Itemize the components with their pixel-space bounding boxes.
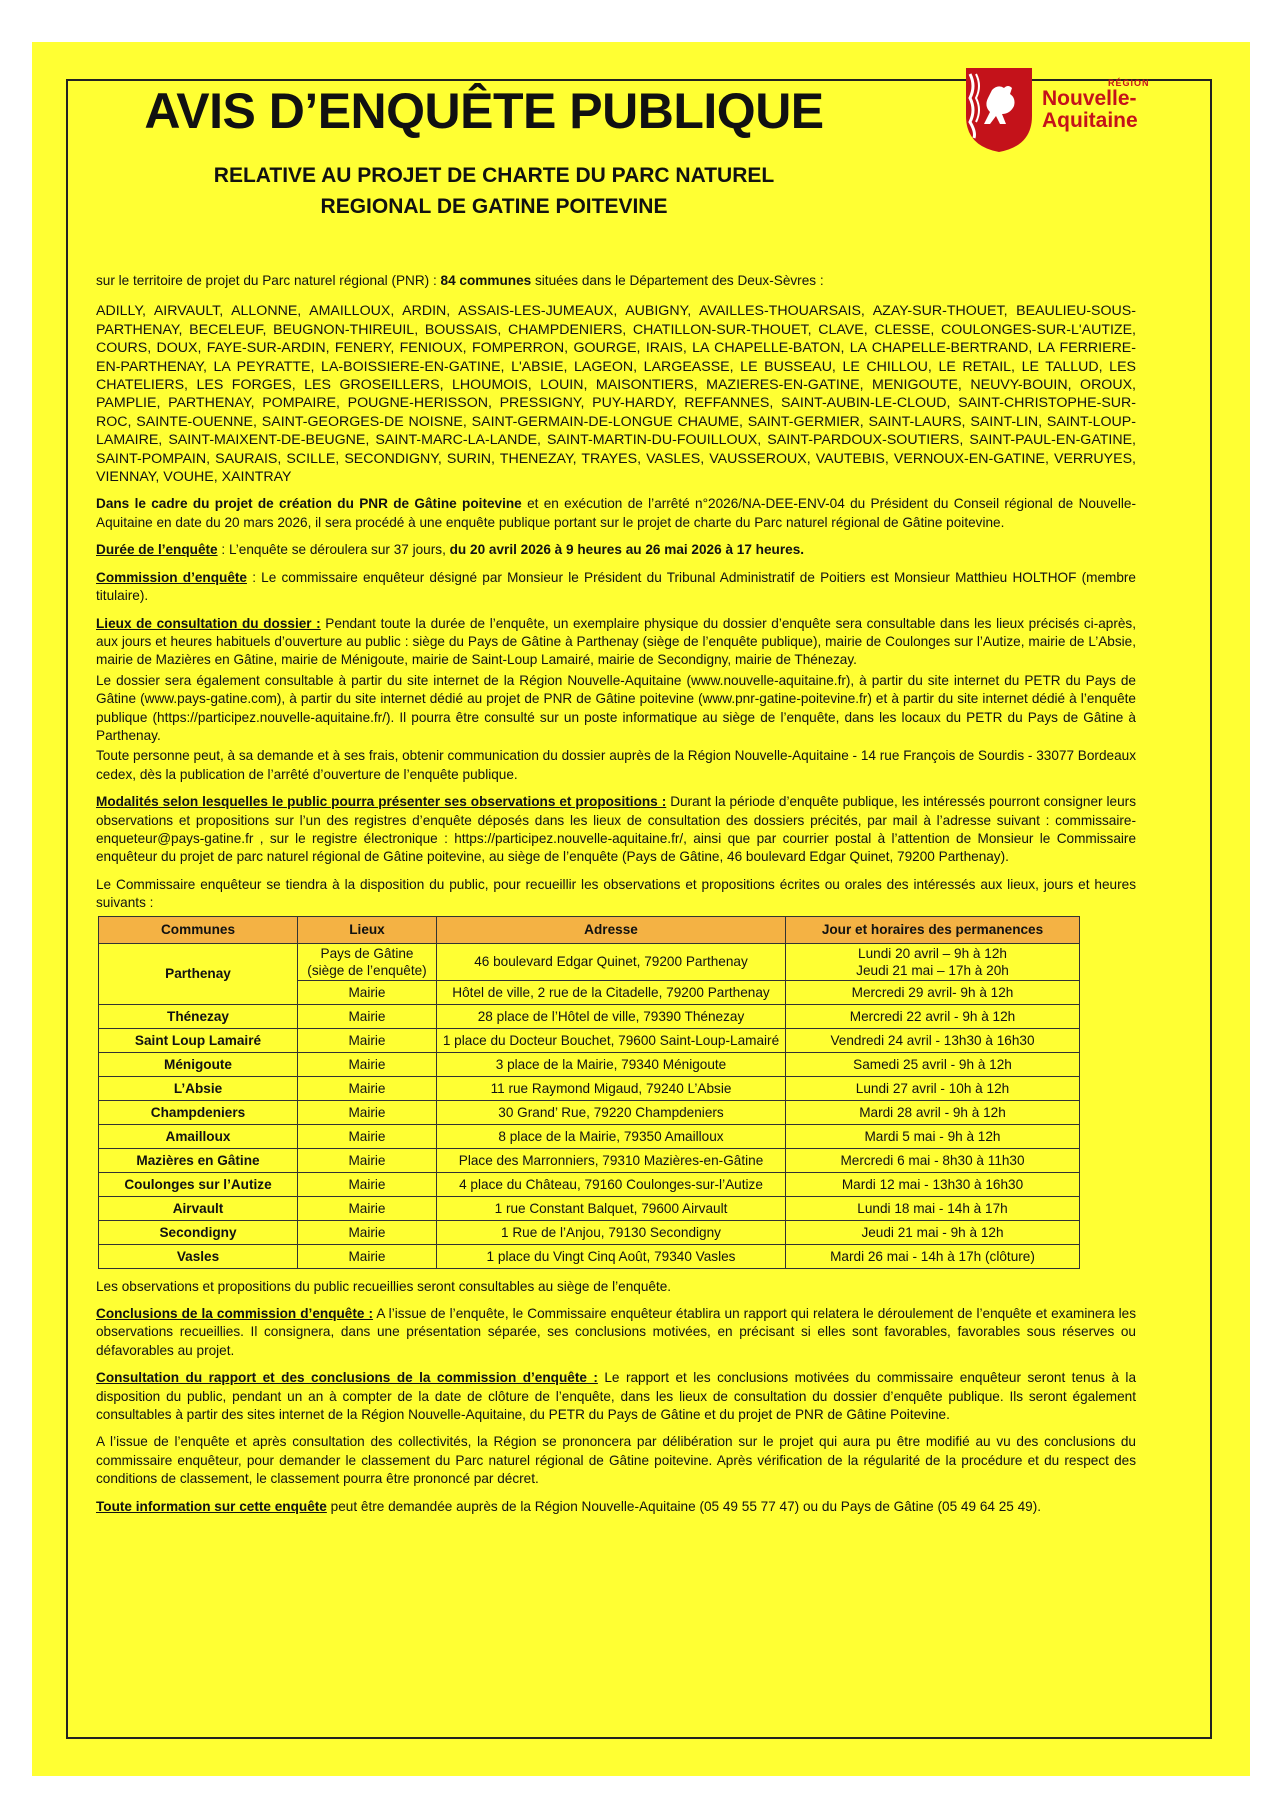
lieux-web-paragraph: Le dossier sera également consultable à partir du site internet de la Région Nouvelle-Aquitaine (www.nouvelle-aquitaine.fr), à partir du site internet du PETR du Pays de Gâtine (www.pays-gatine.com), à partir du site internet dédié au projet de PNR de Gâtine poitevine (www.pnr-gatine-poitevine.fr) et à partir du site internet dédié à l’enquête publique (https://participez.nouvelle-aquitaine.fr/). Il pourra être consulté sur un poste informatique au siège de l’enquête, dans les locaux du PETR du Pays de Gâtine à Parthenay. xyxy=(96,672,1136,743)
horaire-cell: Lundi 18 mai - 14h à 17h xyxy=(786,1196,1080,1220)
lieu-cell: Mairie xyxy=(298,1076,437,1100)
horaire-cell: Mardi 28 avril - 9h à 12h xyxy=(786,1100,1080,1124)
adresse-cell: 28 place de l’Hôtel de ville, 79390 Thénezay xyxy=(437,1004,786,1028)
region-logo xyxy=(964,66,1174,166)
subtitle-line-2: REGIONAL DE GATINE POITEVINE xyxy=(320,195,668,218)
lieu-cell: Mairie xyxy=(298,1148,437,1172)
cadre-paragraph xyxy=(96,495,1136,532)
lieu-cell: Mairie xyxy=(298,1172,437,1196)
lion-shield-icon xyxy=(964,66,1034,154)
adresse-cell: 1 place du Docteur Bouchet, 79600 Saint-Loup-Lamairé xyxy=(437,1028,786,1052)
commune-cell: Airvault xyxy=(99,1196,298,1220)
after-table-paragraph: Les observations et propositions du public recueillies seront consultables au siège de l’enquête. xyxy=(96,1278,672,1294)
cadre-text: et en exécution de l’arrêté n°2026/NA-DEE-ENV-04 du Président du Conseil régional de Nouvelle-Aquitaine en date du 20 mars 2026, il sera procédé à une enquête publique portant sur le projet de charte du Parc naturel régional de Gâtine poitevine. xyxy=(96,496,1136,530)
adresse-cell: 11 rue Raymond Migaud, 79240 L’Absie xyxy=(437,1076,786,1100)
col-communes: Communes xyxy=(99,916,298,943)
commune-cell: Ménigoute xyxy=(99,1052,298,1076)
conclusions-label: Conclusions de la commission d’enquête : xyxy=(96,1306,374,1321)
adresse-cell: 1 Rue de l’Anjou, 79130 Secondigny xyxy=(437,1220,786,1244)
horaire-cell: Mercredi 6 mai - 8h30 à 11h30 xyxy=(786,1148,1080,1172)
commune-cell: Vasles xyxy=(99,1244,298,1268)
adresse-cell: 4 place du Château, 79160 Coulonges-sur-l’Autize xyxy=(437,1172,786,1196)
permanences-table xyxy=(98,916,1080,1269)
cadre-bold: Dans le cadre du projet de création du PNR de Gâtine poitevine xyxy=(96,496,522,512)
page-title: AVIS D’ENQUÊTE PUBLIQUE xyxy=(144,83,824,139)
info-label: Toute information sur cette enquête xyxy=(96,1498,327,1514)
modalites-paragraph xyxy=(96,793,1136,867)
conclusions-text: A l’issue de l’enquête, le Commissaire enquêteur établira un rapport qui relatera le déroulement de l’enquête et examinera les observations recueillies. Il consignera, dans une présentation séparée, ses conclusions motivées, en précisant si elles sont favorables, favorables sous réserves ou défavorables au projet. xyxy=(96,1306,1136,1358)
table-row xyxy=(99,1076,1080,1100)
consultation-label: Consultation du rapport et des conclusions de la commission d’enquête : xyxy=(96,1370,598,1386)
lieu-cell: Mairie xyxy=(298,1028,437,1052)
table-row xyxy=(99,1220,1080,1244)
table-row xyxy=(99,1004,1080,1028)
logo-name-line-2: Aquitaine xyxy=(1042,109,1138,132)
table-row xyxy=(99,1196,1080,1220)
table-header-row xyxy=(99,916,1080,943)
duree-paragraph xyxy=(96,541,1136,559)
duree-label: Durée de l’enquête xyxy=(96,542,218,558)
table-row xyxy=(99,1100,1080,1124)
logo-text xyxy=(1042,78,1150,132)
horaire-cell: Mardi 26 mai - 14h à 17h (clôture) xyxy=(786,1244,1080,1268)
commune-cell: Mazières en Gâtine xyxy=(99,1148,298,1172)
consultation-text: Le rapport et les conclusions motivées du commissaire enquêteur seront tenus à la disposition du public, pendant un an à compter de la date de clôture de l’enquête, dans les lieux de consultation du dossier d’enquête publique. Ils seront également consultables à partir des sites internet de la Région Nouvelle-Aquitaine, du PETR du Pays de Gâtine et du projet de PNR de Gâtine Poitevine. xyxy=(96,1370,1136,1423)
horaire-cell: Mercredi 22 avril - 9h à 12h xyxy=(786,1004,1080,1028)
lieu-cell: Mairie xyxy=(298,980,437,1004)
commission-text: : Le commissaire enquêteur désigné par Monsieur le Président du Tribunal Administratif de Poitiers est Monsieur Matthieu HOLTHOF (membre titulaire). xyxy=(96,569,1136,604)
communes-list: ADILLY, AIRVAULT, ALLONNE, AMAILLOUX, ARDIN, ASSAIS-LES-JUMEAUX, AUBIGNY, AVAILLES-THOUARSAIS, AZAY-SUR-THOUET, BEAULIEU-SOUS-PARTHENAY, BECELEUF, BEUGNON-THIREUIL, BOUSSAIS, CHAMPDENIERS, CHATILLON-SUR-THOUET, CLAVE, CLESSE, COULONGES-SUR-L'AUTIZE, COURS, DOUX, FAYE-SUR-ARDIN, FENERY, FENIOUX, FOMPERRON, GOURGE, IRAIS, LA CHAPELLE-BATON, LA CHAPELLE-BERTRAND, LA FERRIERE-EN-PARTHENAY, LA PEYRATTE, LA-BOISSIERE-EN-GATINE, L'ABSIE, LAGEON, LARGEASSE, LE BUSSEAU, LE CHILLOU, LE RETAIL, LE TALLUD, LES CHATELIERS, LES FORGES, LES GROSEILLERS, LHOUMOIS, LOUIN, MAISONTIERS, MAZIERES-EN-GATINE, MENIGOUTE, NEUVY-BOUIN, OROUX, PAMPLIE, PARTHENAY, POMPAIRE, POUGNE-HERISSON, PRESSIGNY, PUY-HARDY, REFFANNES, SAINT-AUBIN-LE-CLOUD, SAINT-CHRISTOPHE-SUR-ROC, SAINTE-OUENNE, SAINT-GEORGES-DE NOISNE, SAINT-GERMAIN-DE-LONGUE CHAUME, SAINT-GERMIER, SAINT-LAURS, SAINT-LIN, SAINT-LOUP-LAMAIRE, SAINT-MAIXENT-DE-BEUGNE, SAINT-MARC-LA-LANDE, SAINT-MARTIN-DU-FOUILLOUX, SAINT-PARDOUX-SOUTIERS, SAINT-PAUL-EN-GATINE, SAINT-POMPAIN, SAURAIS, SCILLE, SECONDIGNY, SURIN, THENEZAY, TRAYES, VASLES, VAUSSEROUX, VAUTEBIS, VERNOUX-EN-GATINE, VERRUYES, VIENNAY, VOUHE, XAINTRAY xyxy=(96,303,1136,486)
horaire-cell: Samedi 25 avril - 9h à 12h xyxy=(786,1052,1080,1076)
lieu-cell: Mairie xyxy=(298,1244,437,1268)
lieu-cell: Mairie xyxy=(298,1052,437,1076)
horaire-cell: Lundi 27 avril - 10h à 12h xyxy=(786,1076,1080,1100)
lieu-cell: Mairie xyxy=(298,1100,437,1124)
duree-text: : L’enquête se déroulera sur 37 jours, xyxy=(217,542,450,558)
commune-cell: Saint Loup Lamairé xyxy=(99,1028,298,1052)
horaire-line: Jeudi 21 mai – 17h à 20h xyxy=(856,962,1009,978)
commune-cell: Thénezay xyxy=(99,1004,298,1028)
table-row xyxy=(99,943,1080,980)
intro-highlight: 84 communes xyxy=(440,273,532,288)
adresse-cell: Place des Marronniers, 79310 Mazières-en-Gâtine xyxy=(437,1148,786,1172)
lieux-paragraph xyxy=(96,615,1136,670)
commission-paragraph xyxy=(96,569,1136,606)
col-adresse: Adresse xyxy=(437,916,786,943)
horaire-cell: Mercredi 29 avril- 9h à 12h xyxy=(786,980,1080,1004)
commission-label: Commission d’enquête xyxy=(96,569,247,585)
notice-body xyxy=(96,272,1136,1525)
adresse-cell: 46 boulevard Edgar Quinet, 79200 Parthenay xyxy=(437,943,786,980)
adresse-cell: 8 place de la Mairie, 79350 Amailloux xyxy=(437,1124,786,1148)
table-row xyxy=(99,1172,1080,1196)
table-row xyxy=(99,1028,1080,1052)
commune-cell: Parthenay xyxy=(99,943,298,1004)
table-row xyxy=(99,1244,1080,1268)
commune-cell: Coulonges sur l’Autize xyxy=(99,1172,298,1196)
horaire-cell: Vendredi 24 avril - 13h30 à 16h30 xyxy=(786,1028,1080,1052)
permanences-intro: Le Commissaire enquêteur se tiendra à la disposition du public, pour recueillir les observations et propositions écrites ou orales des intéressés aux lieux, jours et heures suivants : xyxy=(96,876,1136,911)
info-paragraph xyxy=(96,1498,1136,1516)
modalites-text: Durant la période d’enquête publique, les intéressés pourront consigner leurs observations et propositions sur l’un des registres d’enquête déposés dans les lieux de consultation des dossiers précités, par mail à l’adresse suivant : commissaire-enqueteur@pays-gatine.fr , sur le registre électronique : https://participez.nouvelle-aquitaine.fr/, ainsi que par courrier postal à l’attention de Monsieur le Commissaire enquêteur du projet de parc naturel régional de Gâtine poitevine, au siège de l’enquête (Pays de Gâtine, 46 boulevard Edgar Quinet, 79200 Parthenay). xyxy=(96,794,1136,865)
lieux-label: Lieux de consultation du dossier : xyxy=(96,615,321,631)
lieux-request-paragraph: Toute personne peut, à sa demande et à ses frais, obtenir communication du dossier auprès de la Région Nouvelle-Aquitaine - 14 rue François de Sourdis - 33077 Bordeaux cedex, dès la publication de l’arrêté d’ouverture de l’enquête publique. xyxy=(96,748,1136,782)
commune-cell: L’Absie xyxy=(99,1076,298,1100)
lieu-cell: Mairie xyxy=(298,1220,437,1244)
adresse-cell: 1 place du Vingt Cinq Août, 79340 Vasles xyxy=(437,1244,786,1268)
lieu-cell: Pays de Gâtine (siège de l’enquête) xyxy=(298,943,437,980)
intro-prefix: sur le territoire de projet du Parc naturel régional (PNR) : xyxy=(96,273,441,288)
lieu-cell: Mairie xyxy=(298,1124,437,1148)
horaire-line: Lundi 20 avril – 9h à 12h xyxy=(858,945,1007,961)
table-row xyxy=(99,1124,1080,1148)
horaire-cell: Jeudi 21 mai - 9h à 12h xyxy=(786,1220,1080,1244)
col-lieux: Lieux xyxy=(298,916,437,943)
logo-name-line-1: Nouvelle- xyxy=(1042,87,1137,110)
modalites-label: Modalités selon lesquelles le public pourra présenter ses observations et propositions : xyxy=(96,794,667,810)
subtitle-line-1: RELATIVE AU PROJET DE CHARTE DU PARC NATUREL xyxy=(213,164,775,187)
final-paragraph: A l’issue de l’enquête et après consultation des collectivités, la Région se prononcera par délibération sur le projet qui aura pu être modifié au vu des conclusions du commissaire enquêteur, pour demander le classement du Parc naturel régional de Gâtine poitevine. Après vérification de la régularité de la procédure et du respect des conditions de classement, le classement pourra être prononcé par décret. xyxy=(96,1434,1136,1487)
commune-cell: Amailloux xyxy=(99,1124,298,1148)
consultation-paragraph xyxy=(96,1369,1136,1424)
horaire-cell: Mardi 5 mai - 9h à 12h xyxy=(786,1124,1080,1148)
col-horaires: Jour et horaires des permanences xyxy=(786,916,1080,943)
page-subtitle xyxy=(84,160,904,222)
logo-region-label: RÉGION xyxy=(1108,78,1150,88)
conclusions-paragraph xyxy=(96,1305,1136,1360)
duree-dates: du 20 avril 2026 à 9 heures au 26 mai 2026 à 17 heures. xyxy=(449,542,805,558)
adresse-cell: Hôtel de ville, 2 rue de la Citadelle, 79200 Parthenay xyxy=(437,980,786,1004)
adresse-cell: 1 rue Constant Balquet, 79600 Airvault xyxy=(437,1196,786,1220)
lieu-cell: Mairie xyxy=(298,1004,437,1028)
info-text: peut être demandée auprès de la Région Nouvelle-Aquitaine (05 49 55 77 47) ou du Pays de Gâtine (05 49 64 25 49). xyxy=(326,1498,1042,1514)
adresse-cell: 30 Grand’ Rue, 79220 Champdeniers xyxy=(437,1100,786,1124)
intro-suffix: situées dans le Département des Deux-Sèvres : xyxy=(531,273,824,288)
lieu-cell: Mairie xyxy=(298,1196,437,1220)
table-row xyxy=(99,1052,1080,1076)
table-row xyxy=(99,1148,1080,1172)
horaire-cell xyxy=(786,943,1080,980)
commune-cell: Secondigny xyxy=(99,1220,298,1244)
horaire-cell: Mardi 12 mai - 13h30 à 16h30 xyxy=(786,1172,1080,1196)
intro-paragraph xyxy=(96,272,1136,290)
lieux-text: Pendant toute la durée de l’enquête, un exemplaire physique du dossier d’enquête sera consultable dans les lieux précisés ci-après, aux jours et heures habituels d’ouverture au public : siège du Pays de Gâtine à Parthenay (siège de l’enquête publique), mairie de Coulonges sur l’Autize, mairie de L’Absie, mairie de Mazières en Gâtine, mairie de Ménigoute, mairie de Saint-Loup Lamairé, mairie de Secondigny, mairie de Thénezay. xyxy=(96,615,1137,668)
commune-cell: Champdeniers xyxy=(99,1100,298,1124)
adresse-cell: 3 place de la Mairie, 79340 Ménigoute xyxy=(437,1052,786,1076)
